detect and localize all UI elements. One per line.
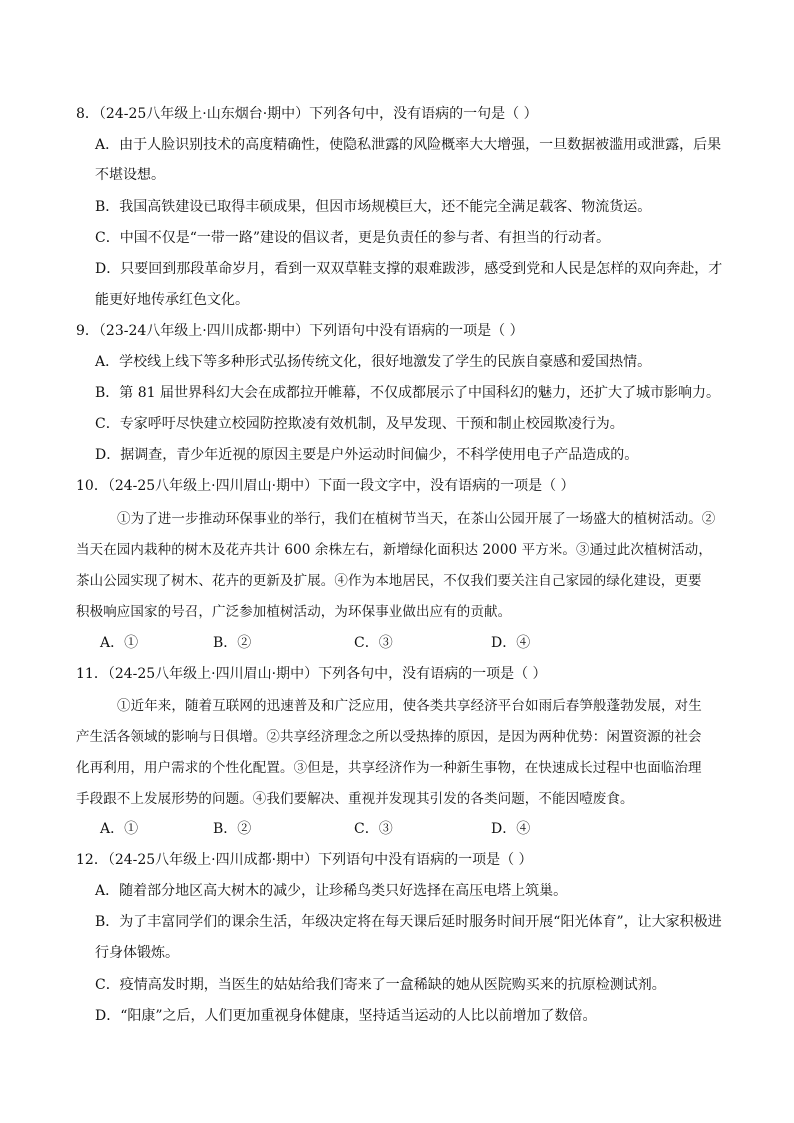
choice-d: D．④ (491, 635, 531, 651)
choice-a: A．① (100, 821, 139, 837)
question-10-passage-line: ①为了进一步推动环保事业的举行，我们在植树节当天，在茶山公园开展了一场盛大的植树活动。② (117, 511, 716, 527)
question-9-option-c: C．专家呼吁尽快建立校园防控欺凌有效机制，及早发现、干预和制止校园欺凌行为。 (95, 416, 624, 432)
question-9-option-a: A．学校线上线下等多种形式弘扬传统文化，很好地激发了学生的民族自豪感和爱国热情。 (95, 354, 652, 370)
choice-c: C．③ (354, 635, 393, 651)
question-8-stem: 8．（24-25八年级上·山东烟台·期中）下列各句中，没有语病的一句是（ ） (76, 106, 538, 122)
question-11-stem: 11．（24-25八年级上·四川眉山·期中）下列各句中，没有语病的一项是（ ） (76, 666, 547, 682)
question-8-option-d: D．只要回到那段革命岁月，看到一双双草鞋支撑的艰难跋涉，感受到党和人民是怎样的双向奔赴，才 (95, 261, 723, 277)
choice-a: A．① (100, 635, 139, 651)
question-8-option-b: B．我国高铁建设已取得丰硕成果，但因市场规模巨大，还不能完全满足载客、物流货运。 (95, 199, 652, 215)
choice-b: B．② (213, 821, 252, 837)
question-11-choices (0, 819, 794, 839)
choice-b: B．② (213, 635, 252, 651)
choice-c: C．③ (354, 821, 393, 837)
question-8-option-a-cont: 不堪设想。 (95, 167, 165, 183)
question-8-option-c: C．中国不仅是“一带一路”建设的倡议者，更是负责任的参与者、有担当的行动者。 (95, 230, 611, 246)
question-12-option-c: C．疫情高发时期，当医生的姑姑给我们寄来了一盒稀缺的她从医院购买来的抗原检测试剂。 (95, 977, 666, 993)
choice-d: D．④ (491, 821, 531, 837)
question-12-option-a: A．随着部分地区高大树木的减少，让珍稀鸟类只好选择在高压电塔上筑巢。 (95, 883, 568, 899)
question-8-option-a: A．由于人脸识别技术的高度精确性，使隐私泄露的风险概率大大增强，一旦数据被滥用或泄露，后果 (95, 137, 722, 153)
question-12-stem: 12．（24-25八年级上·四川成都·期中）下列语句中没有语病的一项是（ ） (76, 852, 533, 868)
question-9-stem: 9．（23-24八年级上·四川成都·期中）下列语句中没有语病的一项是（ ） (76, 323, 524, 339)
question-11-passage-line: 化再利用，用户需求的个性化配置。③但是，共享经济作为一种新生事物，在快速成长过程中也面临治理 (76, 760, 702, 776)
question-10-choices (0, 633, 794, 653)
question-8-option-d-cont: 能更好地传承红色文化。 (95, 292, 249, 308)
question-12-option-b-cont: 行身体锻炼。 (95, 945, 179, 961)
question-10-stem: 10．（24-25八年级上·四川眉山·期中）下面一段文字中，没有语病的一项是（ ） (76, 478, 575, 494)
question-11-passage-line: 手段跟不上发展形势的问题。④我们要解决、重视并发现其引发的各类问题，不能因噎废食。 (76, 791, 634, 807)
question-10-passage-line: 茶山公园实现了树木、花卉的更新及扩展。④作为本地居民，不仅我们要关注自己家园的绿化建设，更要 (76, 573, 702, 589)
question-12-option-d: D．“阳康”之后，人们更加重视身体健康，坚持适当运动的人比以前增加了数倍。 (95, 1008, 597, 1024)
question-10-passage-line: 当天在园内栽种的树木及花卉共计 600 余株左右，新增绿化面积达 2000 平方米。③通过此次植树活动， (76, 542, 712, 558)
question-9-option-d: D．据调查，青少年近视的原因主要是户外运动时间偏少，不科学使用电子产品造成的。 (95, 447, 639, 463)
question-11-passage-line: ①近年来，随着互联网的迅速普及和广泛应用，使各类共享经济平台如雨后春笋般蓬勃发展，对生 (117, 698, 702, 714)
question-11-passage-line: 产生活各领域的影响与日俱增。②共享经济理念之所以受热捧的原因，是因为两种优势：闲置资源的社会 (76, 729, 702, 745)
question-12-option-b: B．为了丰富同学们的课余生活，年级决定将在每天课后延时服务时间开展“阳光体育”，让大家积极进 (95, 914, 722, 930)
question-9-option-b: B．第 81 届世界科幻大会在成都拉开帷幕，不仅成都展示了中国科幻的魅力，还扩大了城市影响力。 (95, 385, 721, 401)
question-10-passage-line: 积极响应国家的号召，广泛参加植树活动，为环保事业做出应有的贡献。 (76, 604, 512, 620)
